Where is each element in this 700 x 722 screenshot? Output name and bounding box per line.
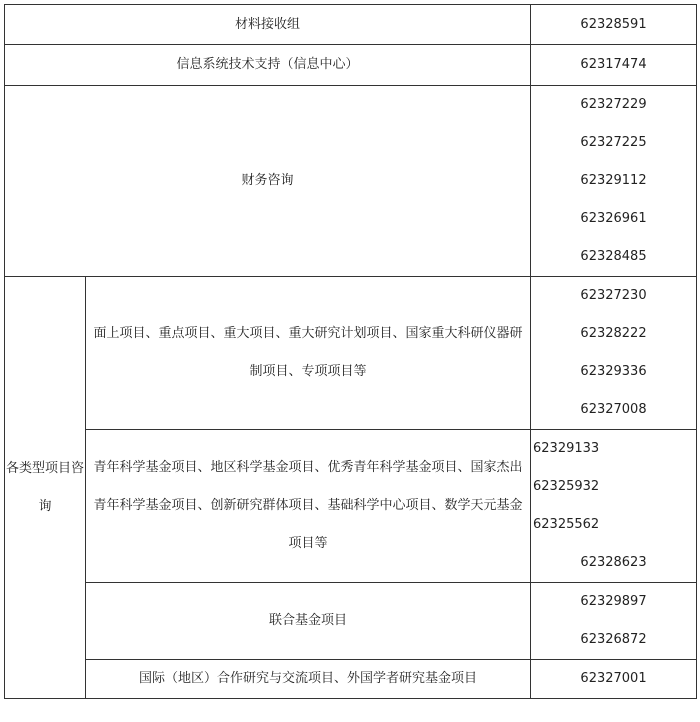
table-row-general-projects — [5, 277, 697, 430]
table-row-finance — [5, 86, 697, 277]
phone-number: 62329336 — [580, 364, 647, 379]
phone-number: 62328623 — [580, 555, 647, 570]
contact-table — [4, 4, 697, 699]
phone-number: 62327225 — [580, 135, 647, 150]
phone-cell — [531, 430, 697, 583]
phone-number: 62328485 — [580, 249, 647, 264]
phone-cell — [531, 86, 697, 277]
phone-cell — [531, 660, 697, 699]
project-type-label: 面上项目、重点项目、重大项目、重大研究计划项目、国家重大科研仪器研制项目、专项项目等 — [86, 277, 531, 430]
dept-label: 材料接收组 — [5, 5, 531, 45]
table-row-materials — [5, 5, 697, 45]
phone-cell — [531, 277, 697, 430]
contact-table-container — [4, 4, 697, 699]
phone-number: 62327230 — [580, 288, 647, 303]
phone-number: 62317474 — [580, 57, 647, 72]
phone-number: 62327229 — [580, 97, 647, 112]
phone-number: 62329112 — [580, 173, 647, 188]
phone-cell — [531, 5, 697, 45]
phone-number: 62325562 — [533, 517, 600, 532]
phone-cell — [531, 45, 697, 86]
project-type-label: 联合基金项目 — [86, 583, 531, 660]
table-row-international — [5, 660, 697, 699]
phone-cell — [531, 583, 697, 660]
phone-number: 62329897 — [580, 594, 647, 609]
phone-number: 62328591 — [580, 16, 647, 32]
category-label: 各类型项目咨询 — [5, 277, 86, 699]
phone-number: 62329133 — [533, 441, 600, 456]
phone-number: 62327008 — [580, 402, 647, 417]
table-row-info-support — [5, 45, 697, 86]
phone-number: 62325932 — [533, 479, 600, 494]
table-row-joint-fund — [5, 583, 697, 660]
project-type-label: 青年科学基金项目、地区科学基金项目、优秀青年科学基金项目、国家杰出青年科学基金项目、创新研究群体项目、基础科学中心项目、数学天元基金项目等 — [86, 430, 531, 583]
phone-number: 62326872 — [580, 632, 647, 647]
project-type-label: 国际（地区）合作研究与交流项目、外国学者研究基金项目 — [86, 660, 531, 699]
phone-number: 62326961 — [580, 211, 647, 226]
phone-number: 62327001 — [580, 671, 647, 686]
dept-label: 信息系统技术支持（信息中心） — [5, 45, 531, 86]
table-row-youth-projects — [5, 430, 697, 583]
phone-number: 62328222 — [580, 326, 647, 341]
dept-label: 财务咨询 — [5, 86, 531, 277]
